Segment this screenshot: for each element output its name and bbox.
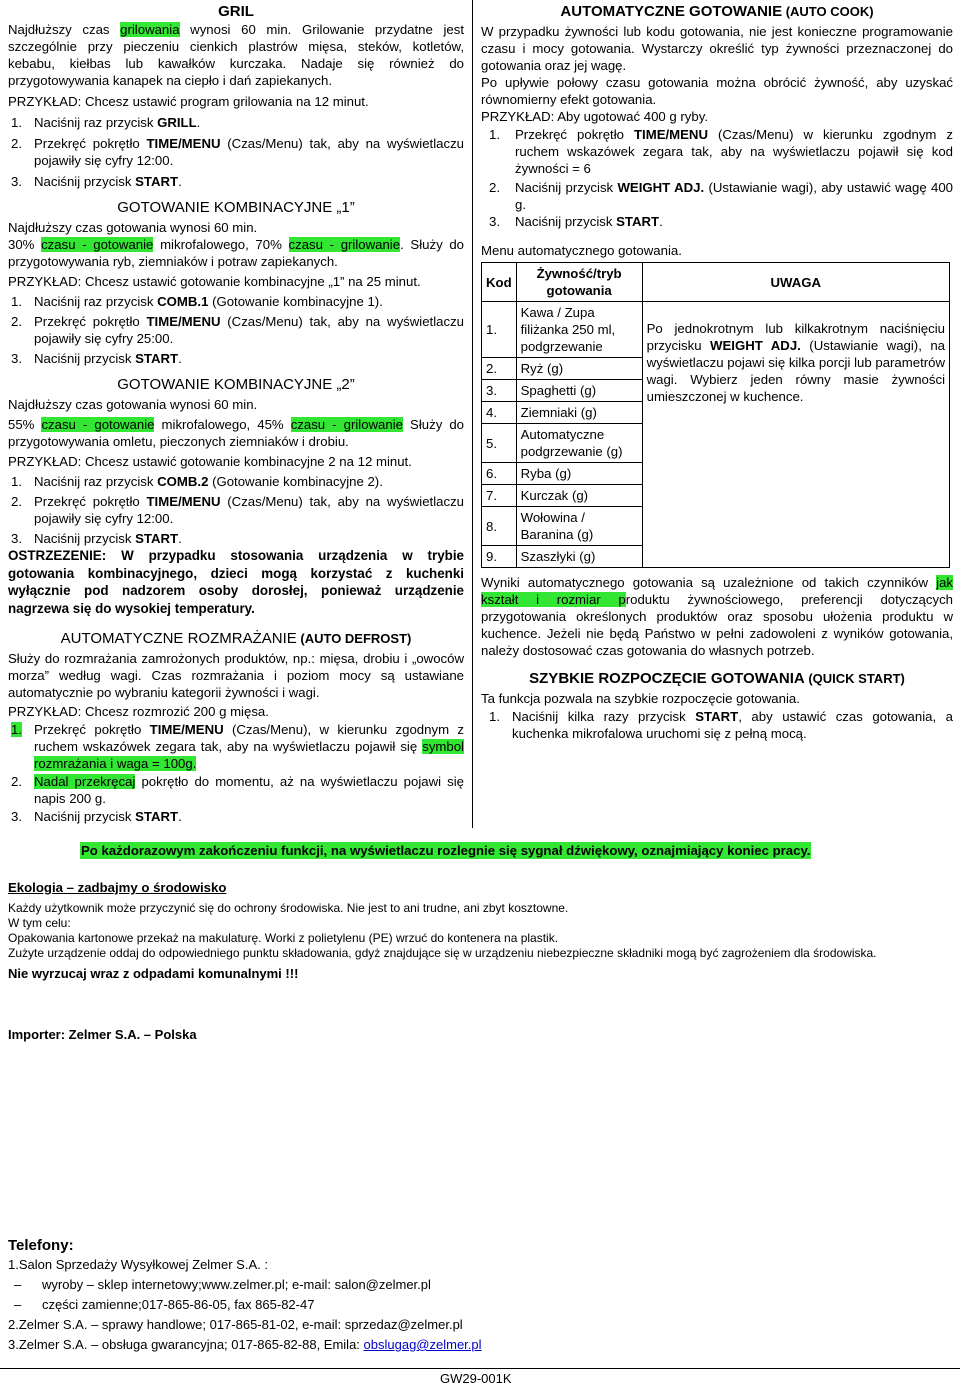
defrost-intro: Służy do rozmrażania zamrożonych produktów, np.: mięsa, drobiu i „owoców morza” według wagi. Czas rozmrażania i poziom mocy są ustawiane automatycznie po wybraniu kategorii żywności i wagi. bbox=[8, 651, 464, 700]
ecology-line-3: Opakowania kartonowe przekaż na makulaturę. Worki z polietylenu (PE) wrzuć do kontenera na plastik. bbox=[8, 931, 559, 945]
footer-divider bbox=[0, 1368, 960, 1369]
left-column bbox=[8, 2, 464, 825]
table-header-row bbox=[482, 263, 950, 302]
ecology-section bbox=[8, 880, 953, 981]
autocook-p2: Po upływie połowy czasu gotowania można obrócić żywność, aby uzyskać równomierny efekt gotowania. bbox=[481, 75, 953, 107]
phone-line-1: 1.Salon Sprzedaży Wysyłkowej Zelmer S.A. : bbox=[8, 1257, 268, 1272]
combi2-step-2: 2. Przekręć pokrętło TIME/MENU (Czas/Menu) tak, aby na wyświetlaczu pojawiły się cyfry 12:00. bbox=[11, 494, 464, 526]
gril-example bbox=[8, 93, 464, 110]
combi1-step-3: 3. Naciśnij przycisk START. bbox=[11, 351, 182, 366]
table-row: 1. Kawa / Zupa filiżanka 250 ml, podgrzewanie Po jednokrotnym lub kilkakrotnym naciśnięciu przycisku WEIGHT ADJ. (Ustawianie wagi), na wyświetlaczu pojawi się kilka porcji lub parametrów wagi. Wybierz jeden równy masie żywności umieszczonej w kuchence. bbox=[482, 302, 950, 358]
table-row: 8. Wołowina / Baranina (g) bbox=[482, 507, 950, 546]
defrost-step-2: 2. Nadal przekręcaj pokrętło do momentu, aż na wyświetlaczu pojawi się napis 200 g. bbox=[11, 774, 465, 806]
column-divider bbox=[472, 0, 473, 828]
importer: Importer: Zelmer S.A. – Polska bbox=[8, 1027, 197, 1042]
ecology-line-1: Każdy użytkownik może przyczynić się do ochrony środowiska. Nie jest to ani trudne, ani zbyt kosztowne. bbox=[8, 901, 569, 915]
autocook-example: PRZYKŁAD: Aby ugotować 400 g ryby. bbox=[481, 109, 708, 124]
table-header-food: Żywność/tryb gotowania bbox=[516, 263, 642, 302]
combi2-line1: Najdłuższy czas gotowania wynosi 60 min. bbox=[8, 397, 258, 412]
combi2-step-3: 3. Naciśnij przycisk START. bbox=[11, 531, 182, 546]
gril-steps bbox=[8, 114, 464, 190]
ecology-title: Ekologia – zadbajmy o środowisko bbox=[8, 880, 227, 895]
autocook-title: AUTOMATYCZNE GOTOWANIE (AUTO COOK) bbox=[560, 3, 874, 20]
combi2-example: PRZYKŁAD: Chcesz ustawić gotowanie kombinacyjne 2 na 12 minut. bbox=[8, 454, 412, 469]
phone-line-4: 2.Zelmer S.A. – sprawy handlowe; 017-865-81-02, e-mail: sprzedaz@zelmer.pl bbox=[8, 1317, 463, 1332]
table-note-cell: Po jednokrotnym lub kilkakrotnym naciśnięciu przycisku WEIGHT ADJ. (Ustawianie wagi), na wyświetlaczu pojawi się kilka porcji lub parametrów wagi. Wybierz jeden równy masie żywności umieszczonej w kuchence. bbox=[642, 302, 949, 568]
table-row: 6. Ryba (g) bbox=[482, 463, 950, 485]
quickstart-step: 1. Naciśnij kilka razy przycisk START, aby ustawić czas gotowania, a kuchenka mikrofalowa uruchomi się z pełną mocą. bbox=[489, 709, 953, 741]
autocook-menu-label: Menu automatycznego gotowania. bbox=[481, 243, 682, 258]
table-header-code: Kod bbox=[482, 263, 517, 302]
phones-title: Telefony: bbox=[8, 1237, 74, 1254]
autocook-results: Wyniki automatycznego gotowania są uzależnione od takich czynników jak kształt i rozmiar produktu żywnościowego, preferencji dotyczących przygotowania określonych produktów oraz sposobu ułożenia produktu w kuchence. Jeżeli nie będą Państwo w pełni zadowoleni z wyników gotowania, należy dostosować czas gotowania do własnych potrzeb. bbox=[481, 575, 954, 658]
defrost-steps bbox=[8, 721, 464, 825]
gril-step-2: 2. Przekręć pokrętło TIME/MENU (Czas/Menu) tak, aby na wyświetlaczu pojawiły się cyfry 12:00. bbox=[11, 136, 464, 168]
combi1-steps bbox=[8, 293, 464, 367]
warranty-email-link[interactable]: obslugag@zelmer.pl bbox=[363, 1337, 482, 1352]
quickstart-title: SZYBKIE ROZPOCZĘCIE GOTOWANIA (QUICK START) bbox=[529, 670, 905, 687]
gril-step-1: 1. Naciśnij raz przycisk GRILL. bbox=[11, 115, 201, 130]
combi1-step-2: 2. Przekręć pokrętło TIME/MENU (Czas/Menu) tak, aby na wyświetlaczu pojawiły się cyfry 25:00. bbox=[11, 314, 464, 346]
right-column bbox=[481, 2, 953, 742]
combi1-title: GOTOWANIE KOMBINACYJNE „1” bbox=[117, 199, 355, 216]
ecology-line-2: W tym celu: bbox=[8, 916, 71, 930]
gril-step-3: 3. Naciśnij przycisk START. bbox=[11, 174, 182, 189]
combi2-title: GOTOWANIE KOMBINACYJNE „2” bbox=[117, 376, 355, 393]
combi1-desc: 30% czasu - gotowanie mikrofalowego, 70% czasu - grilowanie. Służy do przygotowywania ryb, ziemniaków i potraw zapiekanych. bbox=[8, 237, 465, 269]
autocook-table bbox=[481, 262, 950, 568]
ecology-line-4: Zużyte urządzenie oddaj do odpowiedniego punktu składowania, gdyż znajdujące się w urządzeniu niebezpieczne składniki mogą być zagrożeniem dla środowiska. bbox=[8, 946, 877, 960]
end-signal-notice: Po każdorazowym zakończeniu funkcji, na wyświetlaczu rozlegnie się sygnał dźwiękowy, oznajmiający koniec pracy. bbox=[81, 843, 811, 858]
combi2-desc: 55% czasu - gotowanie mikrofalowego, 45% czasu - grilowanie Służy do przygotowywania omletu, pieczonych ziemniaków i drobiu. bbox=[8, 417, 464, 449]
quickstart-intro: Ta funkcja pozwala na szybkie rozpoczęcie gotowania. bbox=[481, 691, 800, 706]
phone-line-2: – wyroby – sklep internetowy;www.zelmer.pl; e-mail: salon@zelmer.pl bbox=[14, 1277, 431, 1292]
combi2-step-1: 1. Naciśnij raz przycisk COMB.2 (Gotowanie kombinacyjne 2). bbox=[11, 474, 383, 489]
combi1-step-1: 1. Naciśnij raz przycisk COMB.1 (Gotowanie kombinacyjne 1). bbox=[11, 294, 383, 309]
ecology-line-5: Nie wyrzucaj wraz z odpadami komunalnymi !!! bbox=[8, 966, 299, 981]
combi2-steps bbox=[8, 473, 464, 547]
combi2-warning: OSTRZEZENIE: W przypadku stosowania urządzenia w trybie gotowania kombinacyjnego, dzieci mogą korzystać z kuchenki wyłącznie pod nadzorem osoby dorosłej, ponieważ urządzenie nagrzewa się do wysokiej temperatury. bbox=[8, 548, 464, 616]
defrost-title: AUTOMATYCZNE ROZMRAŻANIE (AUTO DEFROST) bbox=[60, 630, 412, 647]
gril-intro-b: wynosi 60 min. Grilowanie przydatne jest szczególnie przy pieczeniu cienkich plastrów mięsa, steków, kotletów, kebabu, kiełbas lub kawałków kurczaka. Nadaje się również do przygotowywania kanapek na ciepło i dań zapiekanych. bbox=[8, 22, 464, 88]
gril-title: GRIL bbox=[218, 3, 254, 20]
autocook-steps bbox=[481, 126, 953, 230]
gril-intro bbox=[8, 21, 464, 89]
defrost-step-1: 1. Przekręć pokrętło TIME/MENU (Czas/Menu), w kierunku zgodnym z ruchem wskazówek zegara tak, aby na wyświetlaczu pojawił się symbol rozmrażania i waga = 100g. bbox=[11, 722, 464, 771]
defrost-step-3: 3. Naciśnij przycisk START. bbox=[11, 809, 182, 824]
phones-section bbox=[8, 1238, 953, 1355]
table-row: 9. Szaszłyki (g) bbox=[482, 546, 950, 568]
gril-example-text: Chcesz ustawić program grilowania na 12 minut. bbox=[81, 94, 369, 109]
combi1-line1: Najdłuższy czas gotowania wynosi 60 min. bbox=[8, 220, 258, 235]
phone-line-5: 3.Zelmer S.A. – obsługa gwarancyjna; 017-865-82-88, Emila: obslugag@zelmer.pl bbox=[8, 1337, 482, 1352]
combi1-example: PRZYKŁAD: Chcesz ustawić gotowanie kombinacyjne „1” na 25 minut. bbox=[8, 274, 421, 289]
gril-example-label: PRZYKŁAD: bbox=[8, 94, 82, 109]
defrost-example: PRZYKŁAD: Chcesz rozmrozić 200 g mięsa. bbox=[8, 704, 269, 719]
table-row: 2. Ryż (g) bbox=[482, 358, 950, 380]
document-code: GW29-001K bbox=[440, 1371, 512, 1385]
table-row: 7. Kurczak (g) bbox=[482, 485, 950, 507]
table-row: 5. Automatyczne podgrzewanie (g) bbox=[482, 424, 950, 463]
autocook-step-2: 2. Naciśnij przycisk WEIGHT ADJ. (Ustawianie wagi), aby ustawić wagę 400 g. bbox=[489, 180, 953, 212]
table-row: 3. Spaghetti (g) bbox=[482, 380, 950, 402]
table-header-note: UWAGA bbox=[642, 263, 949, 302]
autocook-step-3: 3. Naciśnij przycisk START. bbox=[489, 214, 663, 229]
gril-intro-highlight: grilowania bbox=[120, 22, 180, 37]
gril-intro-a: Najdłuższy czas bbox=[8, 22, 121, 37]
table-row: 4. Ziemniaki (g) bbox=[482, 402, 950, 424]
phone-line-3: – części zamienne;017-865-86-05, fax 865-82-47 bbox=[14, 1297, 315, 1312]
autocook-p1: W przypadku żywności lub kodu gotowania, nie jest konieczne programowanie czasu i mocy gotowania. Wystarczy określić typ żywności przeznaczonej do gotowania oraz jej wagę. bbox=[481, 24, 953, 73]
autocook-step-1: 1. Przekręć pokrętło TIME/MENU (Czas/Menu) w kierunku zgodnym z ruchem wskazówek zegara tak, aby na wyświetlaczu pojawił się kod żywności = 6 bbox=[489, 127, 953, 176]
